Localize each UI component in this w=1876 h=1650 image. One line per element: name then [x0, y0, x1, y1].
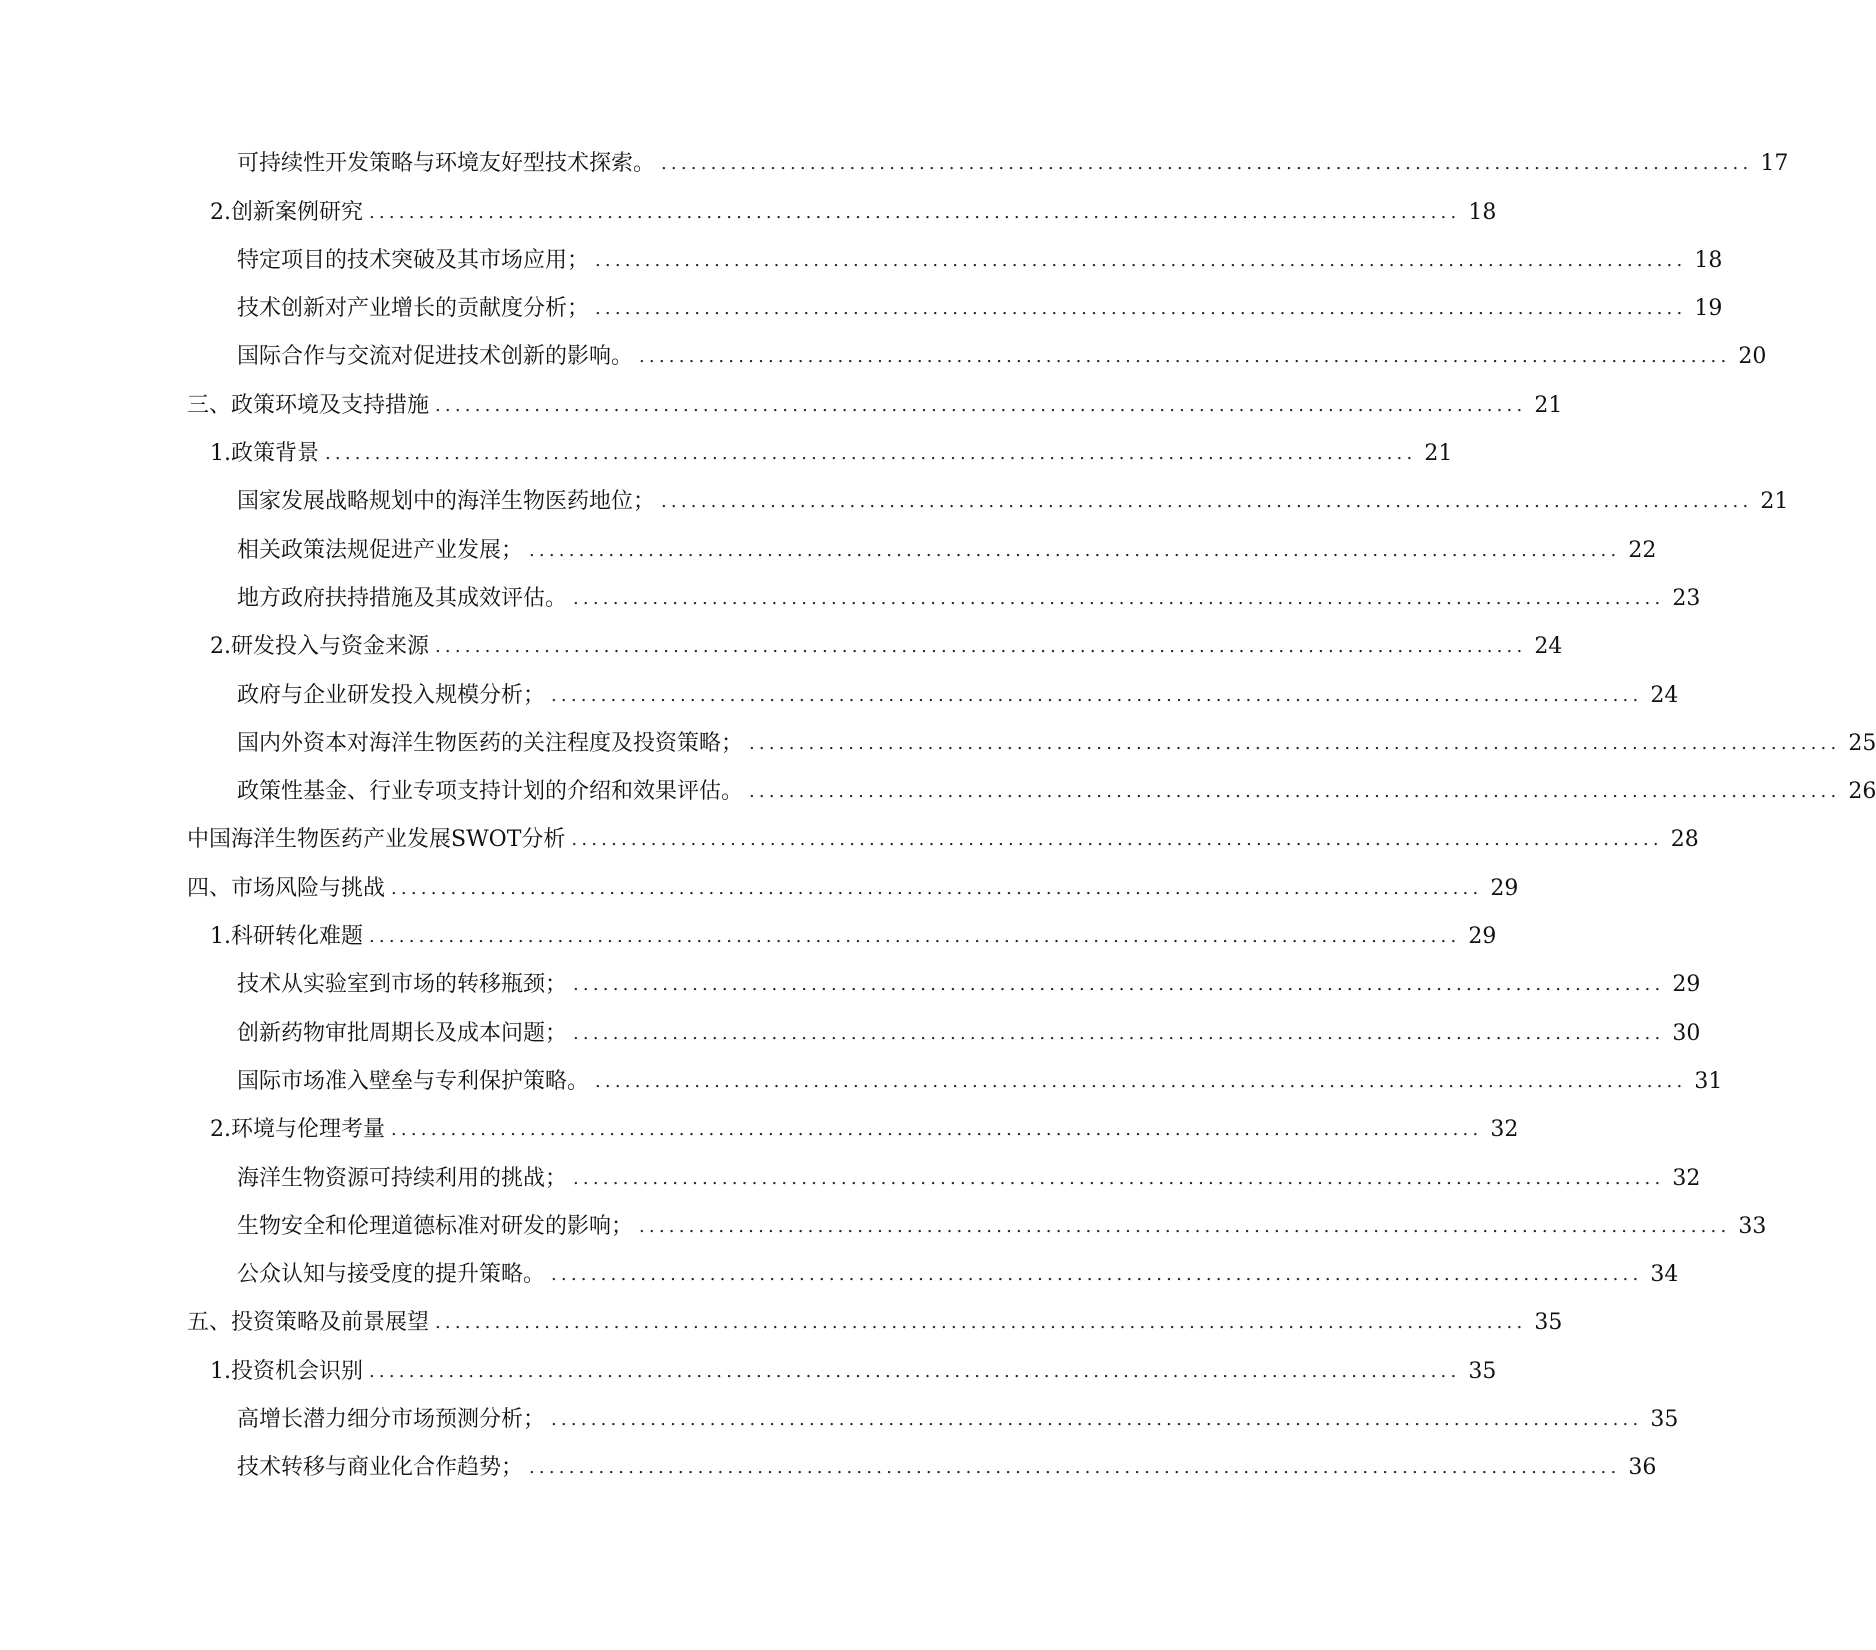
toc-dot-leader: .............................................................................................................. [573, 587, 1665, 609]
toc-entry-title: 技术转移与商业化合作趋势； [237, 1455, 524, 1481]
toc-page-number: 21 [1760, 489, 1789, 515]
toc-entry[interactable] [0, 283, 1723, 331]
toc-entry[interactable] [0, 911, 1497, 959]
toc-dot-leader: .............................................................................................................. [595, 298, 1687, 320]
toc-page-number: 35 [1534, 1310, 1563, 1336]
toc-entry[interactable] [0, 235, 1723, 283]
toc-dot-leader: .............................................................................................................. [551, 1264, 1643, 1286]
toc-page-number: 22 [1628, 537, 1657, 563]
toc-entry[interactable] [0, 428, 1453, 476]
toc-entry-title: 海洋生物资源可持续利用的挑战； [237, 1165, 568, 1191]
toc-page-number: 25 [1848, 730, 1876, 756]
toc-entry[interactable] [0, 1394, 1679, 1442]
toc-entry-title: 五、投资策略及前景展望 [187, 1310, 430, 1336]
toc-dot-leader: .............................................................................................................. [573, 974, 1665, 996]
toc-entry-title: 中国海洋生物医药产业发展SWOT分析 [187, 827, 566, 853]
toc-entry-title: 科研转化难题 [231, 924, 364, 950]
toc-dot-leader: .............................................................................................................. [391, 1119, 1483, 1141]
toc-entry-title: 特定项目的技术突破及其市场应用； [237, 247, 590, 273]
toc-entry-title: 政策性基金、行业专项支持计划的介绍和效果评估。 [237, 779, 744, 805]
toc-page-number: 32 [1490, 1117, 1519, 1143]
toc-dot-leader: .............................................................................................................. [639, 346, 1731, 368]
toc-dot-leader: .............................................................................................................. [595, 249, 1687, 271]
toc-entry[interactable] [0, 621, 1563, 669]
toc-entry[interactable] [0, 1297, 1563, 1345]
toc-entry-title: 政策背景 [231, 441, 320, 467]
toc-entry-title: 国家发展战略规划中的海洋生物医药地位； [237, 489, 656, 515]
toc-entry[interactable] [0, 1056, 1723, 1104]
toc-entry-title: 国内外资本对海洋生物医药的关注程度及投资策略； [237, 730, 744, 756]
toc-entry-number: 2. [210, 634, 231, 660]
toc-page-number: 18 [1468, 199, 1497, 225]
toc-dot-leader: .............................................................................................................. [529, 1457, 1621, 1479]
toc-entry[interactable] [0, 862, 1519, 910]
toc-page-number: 34 [1650, 1262, 1679, 1288]
toc-dot-leader: .............................................................................................................. [661, 153, 1753, 175]
toc-page-number: 26 [1848, 779, 1876, 805]
toc-entry-number: 2. [210, 199, 231, 225]
toc-dot-leader: .............................................................................................................. [749, 732, 1841, 754]
toc-page-number: 32 [1672, 1165, 1701, 1191]
toc-page-number: 20 [1738, 344, 1767, 370]
toc-entry[interactable] [0, 331, 1767, 379]
toc-page-number: 35 [1468, 1358, 1497, 1384]
toc-page-number: 19 [1694, 296, 1723, 322]
toc-dot-leader: .............................................................................................................. [573, 1022, 1665, 1044]
table-of-contents [0, 138, 1876, 1490]
toc-dot-leader: .............................................................................................................. [435, 1312, 1527, 1334]
toc-dot-leader: .............................................................................................................. [571, 829, 1663, 851]
toc-entry-title: 技术从实验室到市场的转移瓶颈； [237, 972, 568, 998]
toc-entry-title: 相关政策法规促进产业发展； [237, 537, 524, 563]
toc-page-number: 28 [1670, 827, 1699, 853]
toc-entry[interactable] [0, 573, 1701, 621]
toc-page-number: 24 [1650, 682, 1679, 708]
toc-page-number: 21 [1424, 441, 1453, 467]
toc-entry-title: 生物安全和伦理道德标准对研发的影响； [237, 1213, 634, 1239]
toc-dot-leader: .............................................................................................................. [435, 394, 1527, 416]
toc-dot-leader: .............................................................................................................. [573, 1167, 1665, 1189]
toc-page-number: 23 [1672, 585, 1701, 611]
toc-entry[interactable] [0, 138, 1789, 186]
toc-entry-title: 研发投入与资金来源 [231, 634, 430, 660]
toc-dot-leader: .............................................................................................................. [595, 1070, 1687, 1092]
toc-entry[interactable] [0, 959, 1701, 1007]
toc-dot-leader: .............................................................................................................. [551, 684, 1643, 706]
toc-dot-leader: .............................................................................................................. [551, 1409, 1643, 1431]
toc-entry[interactable] [0, 186, 1497, 234]
toc-entry[interactable] [0, 1201, 1767, 1249]
toc-entry[interactable] [0, 476, 1789, 524]
toc-page-number: 24 [1534, 634, 1563, 660]
toc-entry[interactable] [0, 1345, 1497, 1393]
toc-dot-leader: .............................................................................................................. [325, 443, 1417, 465]
toc-entry-number: 1. [210, 441, 231, 467]
toc-entry-title: 高增长潜力细分市场预测分析； [237, 1407, 546, 1433]
toc-page-number: 18 [1694, 247, 1723, 273]
toc-dot-leader: .............................................................................................................. [661, 491, 1753, 513]
toc-entry[interactable] [0, 766, 1876, 814]
toc-entry-title: 国际市场准入壁垒与专利保护策略。 [237, 1068, 590, 1094]
toc-entry-title: 投资机会识别 [231, 1358, 364, 1384]
toc-entry[interactable] [0, 1104, 1519, 1152]
toc-entry-title: 四、市场风险与挑战 [187, 875, 386, 901]
toc-entry-number: 1. [210, 1358, 231, 1384]
toc-dot-leader: .............................................................................................................. [435, 636, 1527, 658]
toc-entry-title: 创新药物审批周期长及成本问题； [237, 1020, 568, 1046]
toc-entry-title: 三、政策环境及支持措施 [187, 392, 430, 418]
toc-entry[interactable] [0, 814, 1699, 862]
toc-entry[interactable] [0, 1152, 1701, 1200]
toc-page-number: 29 [1468, 924, 1497, 950]
toc-entry-title: 国际合作与交流对促进技术创新的影响。 [237, 344, 634, 370]
toc-entry[interactable] [0, 1007, 1701, 1055]
toc-page-number: 29 [1672, 972, 1701, 998]
toc-entry-title: 地方政府扶持措施及其成效评估。 [237, 585, 568, 611]
toc-entry-title: 可持续性开发策略与环境友好型技术探索。 [237, 151, 656, 177]
toc-entry[interactable] [0, 1249, 1679, 1297]
toc-entry-title: 创新案例研究 [231, 199, 364, 225]
toc-entry-title: 技术创新对产业增长的贡献度分析； [237, 296, 590, 322]
toc-dot-leader: .............................................................................................................. [369, 926, 1461, 948]
toc-entry[interactable] [0, 718, 1876, 766]
toc-dot-leader: .............................................................................................................. [639, 1215, 1731, 1237]
toc-page-number: 17 [1760, 151, 1789, 177]
toc-page-number: 35 [1650, 1407, 1679, 1433]
toc-dot-leader: .............................................................................................................. [369, 201, 1461, 223]
toc-entry[interactable] [0, 379, 1563, 427]
toc-entry-number: 2. [210, 1117, 231, 1143]
toc-entry[interactable] [0, 524, 1657, 572]
toc-page-number: 31 [1694, 1068, 1723, 1094]
toc-entry-title: 公众认知与接受度的提升策略。 [237, 1262, 546, 1288]
toc-page-number: 21 [1534, 392, 1563, 418]
toc-page-number: 33 [1738, 1213, 1767, 1239]
toc-page-number: 29 [1490, 875, 1519, 901]
toc-dot-leader: .............................................................................................................. [749, 781, 1841, 803]
toc-entry-title: 政府与企业研发投入规模分析； [237, 682, 546, 708]
toc-entry-number: 1. [210, 924, 231, 950]
toc-page-number: 36 [1628, 1455, 1657, 1481]
toc-dot-leader: .............................................................................................................. [369, 1360, 1461, 1382]
toc-dot-leader: .............................................................................................................. [391, 877, 1483, 899]
toc-dot-leader: .............................................................................................................. [529, 539, 1621, 561]
toc-page-number: 30 [1672, 1020, 1701, 1046]
toc-entry[interactable] [0, 669, 1679, 717]
toc-entry-title: 环境与伦理考量 [231, 1117, 386, 1143]
toc-entry[interactable] [0, 1442, 1657, 1490]
